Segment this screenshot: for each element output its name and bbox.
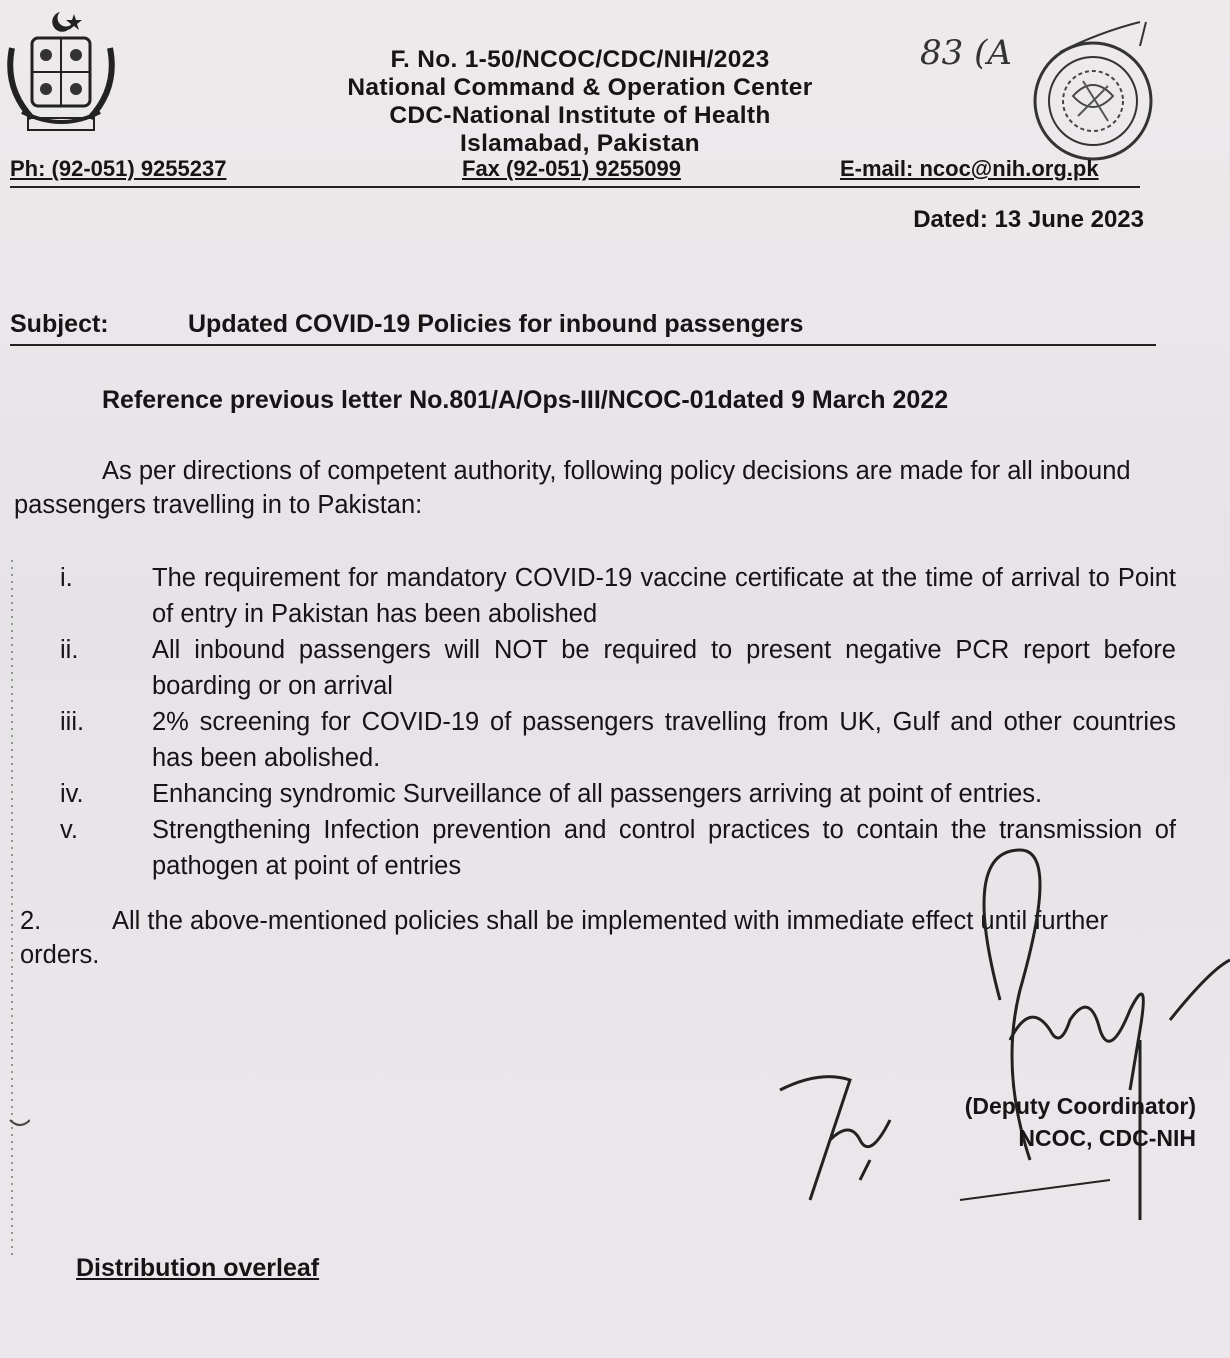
subject-label: Subject: xyxy=(10,310,109,338)
subject-row xyxy=(10,306,1156,346)
distribution-note: Distribution overleaf xyxy=(76,1254,320,1282)
file-number: F. No. 1-50/NCOC/CDC/NIH/2023 xyxy=(390,46,770,73)
list-item xyxy=(56,704,1176,776)
intro-paragraph: As per directions of competent authority, following policy decisions are made for all inbound passengers travelling in to Pakistan: xyxy=(14,457,1131,519)
contact-row xyxy=(10,152,1140,188)
fax-number: Fax (92-051) 9255099 xyxy=(462,156,681,181)
phone-number: Ph: (92-051) 9255237 xyxy=(10,156,227,181)
list-item-number: i. xyxy=(60,564,73,592)
list-item-text: 2% screening for COVID-19 of passengers travelling from UK, Gulf and other countries has been abolished. xyxy=(152,708,1176,772)
margin-mark xyxy=(0,560,30,1260)
closing-paragraph xyxy=(20,904,1182,972)
list-item-text: All inbound passengers will NOT be required to present negative PCR report before boarding or on arrival xyxy=(152,636,1176,700)
letter-date: Dated: 13 June 2023 xyxy=(913,206,1144,233)
handwritten-note-text: 83 (A xyxy=(920,33,1012,73)
list-item-text: Enhancing syndromic Surveillance of all passengers arriving at point of entries. xyxy=(152,780,1043,808)
policy-list xyxy=(56,560,1176,884)
list-item xyxy=(56,560,1176,632)
list-item-number: ii. xyxy=(60,636,79,664)
reference-line: Reference previous letter No.801/A/Ops-III/NCOC-01dated 9 March 2022 xyxy=(102,386,949,414)
org-line-2: CDC-National Institute of Health xyxy=(389,102,771,129)
signatory-org: NCOC, CDC-NIH xyxy=(1018,1125,1196,1151)
government-emblem-icon xyxy=(2,8,120,138)
list-item xyxy=(56,812,1176,884)
subject-text: Updated COVID-19 Policies for inbound passengers xyxy=(188,310,804,338)
list-item xyxy=(56,632,1176,704)
paragraph-number: 2. xyxy=(20,907,42,935)
org-line-1: National Command & Operation Center xyxy=(347,74,813,101)
location: Islamabad, Pakistan xyxy=(460,130,700,157)
closing-paragraph-text: All the above-mentioned policies shall be implemented with immediate effect until further orders. xyxy=(20,907,1108,969)
list-item-number: iv. xyxy=(60,780,84,808)
letterhead xyxy=(300,46,860,158)
list-item-number: v. xyxy=(60,816,78,844)
signature-icon xyxy=(760,840,1230,1260)
list-item-text: The requirement for mandatory COVID-19 vaccine certificate at the time of arrival to Point of entry in Pakistan has been abolished xyxy=(152,564,1176,628)
official-stamp-icon xyxy=(1028,36,1158,166)
signatory-title: (Deputy Coordinator) xyxy=(964,1093,1196,1119)
list-item-number: iii. xyxy=(60,708,85,736)
signature-block xyxy=(898,1090,1196,1154)
email-address: E-mail: ncoc@nih.org.pk xyxy=(840,156,1099,181)
list-item xyxy=(56,776,1176,812)
list-item-text: Strengthening Infection prevention and control practices to contain the transmission of pathogen at point of entries xyxy=(152,816,1176,880)
